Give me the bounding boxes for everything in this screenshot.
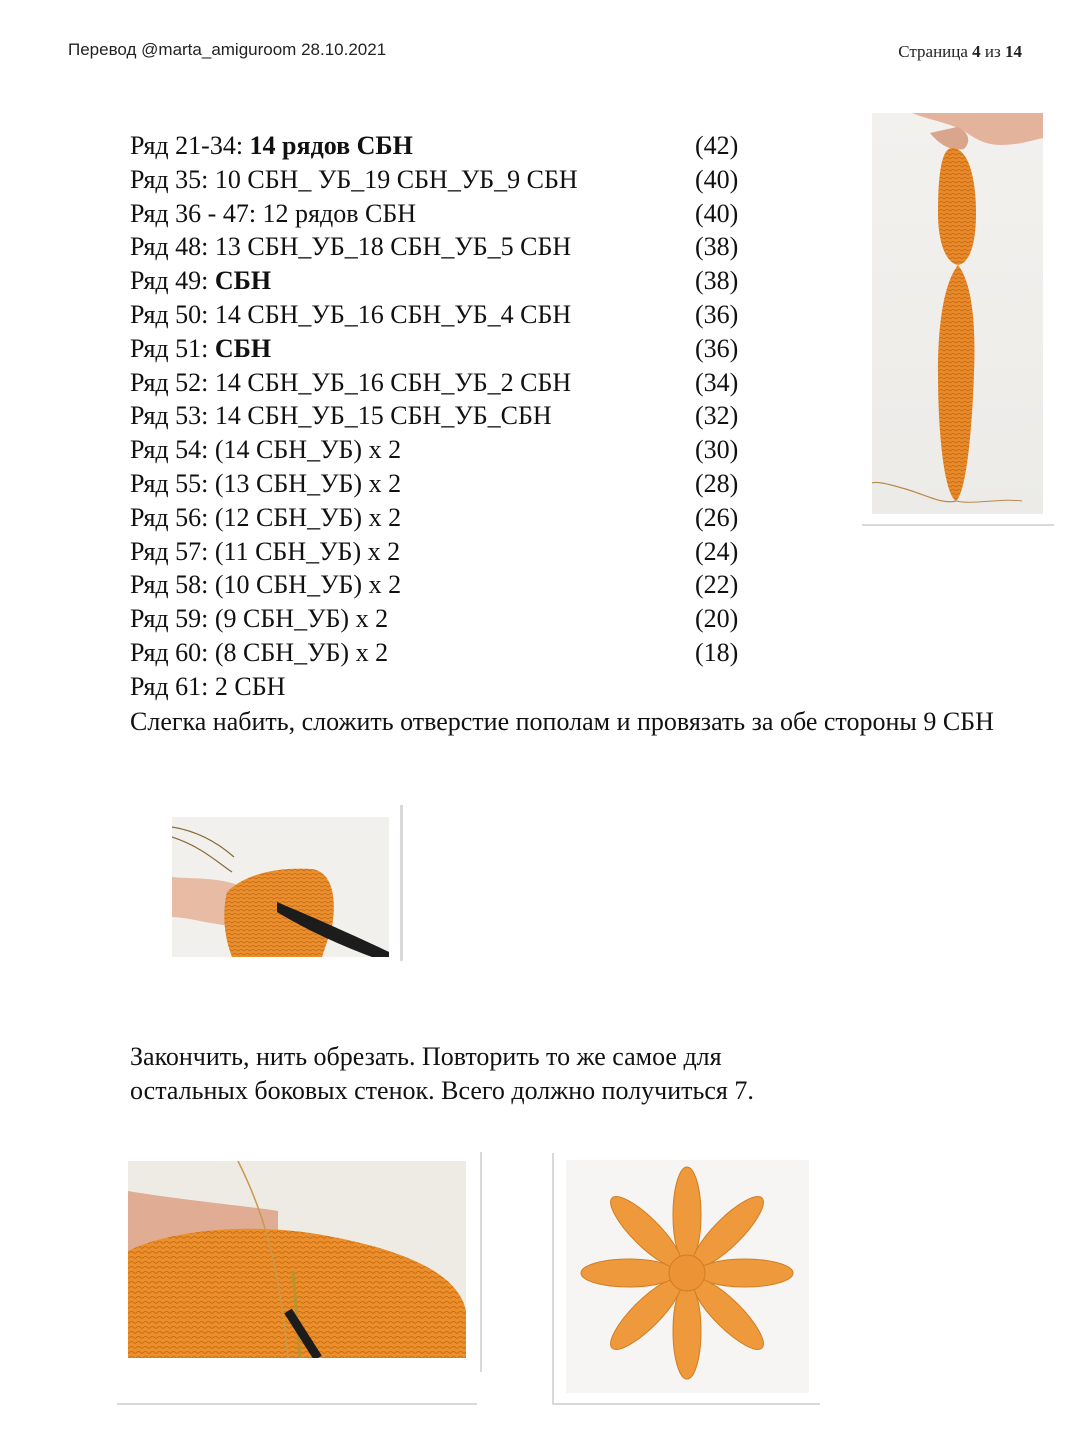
pattern-row	[130, 535, 770, 569]
header-page-number	[898, 42, 1022, 62]
row-stitch-count: (38)	[695, 232, 739, 262]
row-stitch-count: (36)	[695, 299, 739, 329]
instruction-finish-line-1: Закончить, нить обрезать. Повторить то же самое для	[130, 1042, 722, 1071]
row-text: Ряд 35: 10 СБН_ УБ_19 СБН_УБ_9 СБН	[130, 164, 578, 194]
photo-hook-closing-image	[172, 817, 389, 957]
instruction-finish-line-2: остальных боковых стенок. Всего должно получиться 7.	[130, 1076, 754, 1105]
photo-petal-vertical	[872, 113, 1043, 514]
page-current: 4	[972, 42, 981, 61]
photo-edge	[480, 1152, 482, 1372]
photo-sewing-petal-image	[128, 1161, 466, 1358]
row-bold-text: СБН	[214, 333, 272, 363]
page-word: Страница	[898, 42, 968, 61]
row-stitch-count: (26)	[695, 502, 739, 532]
pattern-row	[130, 568, 770, 602]
pattern-row	[130, 230, 770, 264]
pattern-row	[130, 602, 770, 636]
row-stitch-count: (20)	[695, 604, 739, 634]
photo-edge	[400, 805, 403, 961]
photo-sewing-petal	[128, 1161, 466, 1358]
page-of: из	[984, 42, 1001, 61]
row-stitch-count: (22)	[695, 570, 739, 600]
row-stitch-count: (36)	[695, 333, 739, 363]
row-text: Ряд 55: (13 СБН_УБ) х 2	[130, 468, 402, 498]
pattern-row	[130, 298, 770, 332]
pattern-row	[130, 332, 770, 366]
row-stitch-count: (30)	[695, 435, 739, 465]
photo-underline	[862, 524, 1054, 526]
pattern-row	[130, 366, 770, 400]
row-text: Ряд 56: (12 СБН_УБ) х 2	[130, 502, 402, 532]
row-stitch-count: (24)	[695, 536, 739, 566]
row-text: Ряд 59: (9 СБН_УБ) х 2	[130, 604, 389, 634]
row-stitch-count: (18)	[695, 637, 739, 667]
row-text: Ряд 50: 14 СБН_УБ_16 СБН_УБ_4 СБН	[130, 299, 572, 329]
header-translator-date: Перевод @marta_amiguroom 28.10.2021	[68, 40, 387, 59]
pattern-row	[130, 501, 770, 535]
row-stitch-count: (40)	[695, 198, 739, 228]
photo-edge	[117, 1403, 477, 1405]
pattern-rows	[130, 129, 770, 704]
row-text: Ряд 53: 14 СБН_УБ_15 СБН_УБ_СБН	[130, 401, 552, 431]
row-stitch-count: (42)	[695, 131, 739, 160]
row-text: Ряд 57: (11 СБН_УБ) х 2	[130, 536, 401, 566]
photo-edge	[552, 1153, 554, 1403]
photo-petals-flower	[566, 1160, 809, 1393]
pattern-row	[130, 197, 770, 231]
row-stitch-count: (32)	[695, 401, 739, 431]
pattern-row	[130, 399, 770, 433]
row-text: Ряд 61: 2 СБН	[130, 671, 286, 701]
pattern-row	[130, 163, 770, 197]
row-text: Ряд 49:	[130, 266, 215, 296]
row-text: Ряд 51:	[130, 333, 215, 363]
row-text: Ряд 60: (8 СБН_УБ) х 2	[130, 637, 389, 667]
row-text: Ряд 52: 14 СБН_УБ_16 СБН_УБ_2 СБН	[130, 367, 572, 397]
pattern-row	[130, 467, 770, 501]
instruction-finish-repeat	[130, 1040, 890, 1108]
row-stitch-count: (34)	[695, 367, 739, 397]
photo-hook-closing	[172, 817, 389, 957]
photo-edge	[552, 1403, 820, 1405]
row-text: Ряд 54: (14 СБН_УБ) х 2	[130, 435, 402, 465]
pattern-row	[130, 129, 770, 163]
row-bold-text: 14 рядов СБН	[249, 131, 413, 160]
row-bold-text: СБН	[214, 266, 272, 296]
pattern-row	[130, 670, 770, 704]
photo-petals-flower-image	[566, 1160, 809, 1393]
row-stitch-count: (28)	[695, 468, 739, 498]
pattern-row	[130, 264, 770, 298]
photo-petal-vertical-image	[872, 113, 1043, 514]
row-stitch-count: (38)	[695, 266, 739, 296]
pattern-row	[130, 636, 770, 670]
row-text: Ряд 21-34:	[130, 131, 250, 160]
instruction-stuff-and-close: Слегка набить, сложить отверстие пополам и провязать за обе стороны 9 СБН	[130, 707, 994, 736]
page-total: 14	[1005, 42, 1022, 61]
pattern-row	[130, 433, 770, 467]
row-text: Ряд 36 - 47: 12 рядов СБН	[130, 198, 417, 228]
row-text: Ряд 48: 13 СБН_УБ_18 СБН_УБ_5 СБН	[130, 232, 572, 262]
row-stitch-count: (40)	[695, 164, 739, 194]
row-text: Ряд 58: (10 СБН_УБ) х 2	[130, 570, 402, 600]
